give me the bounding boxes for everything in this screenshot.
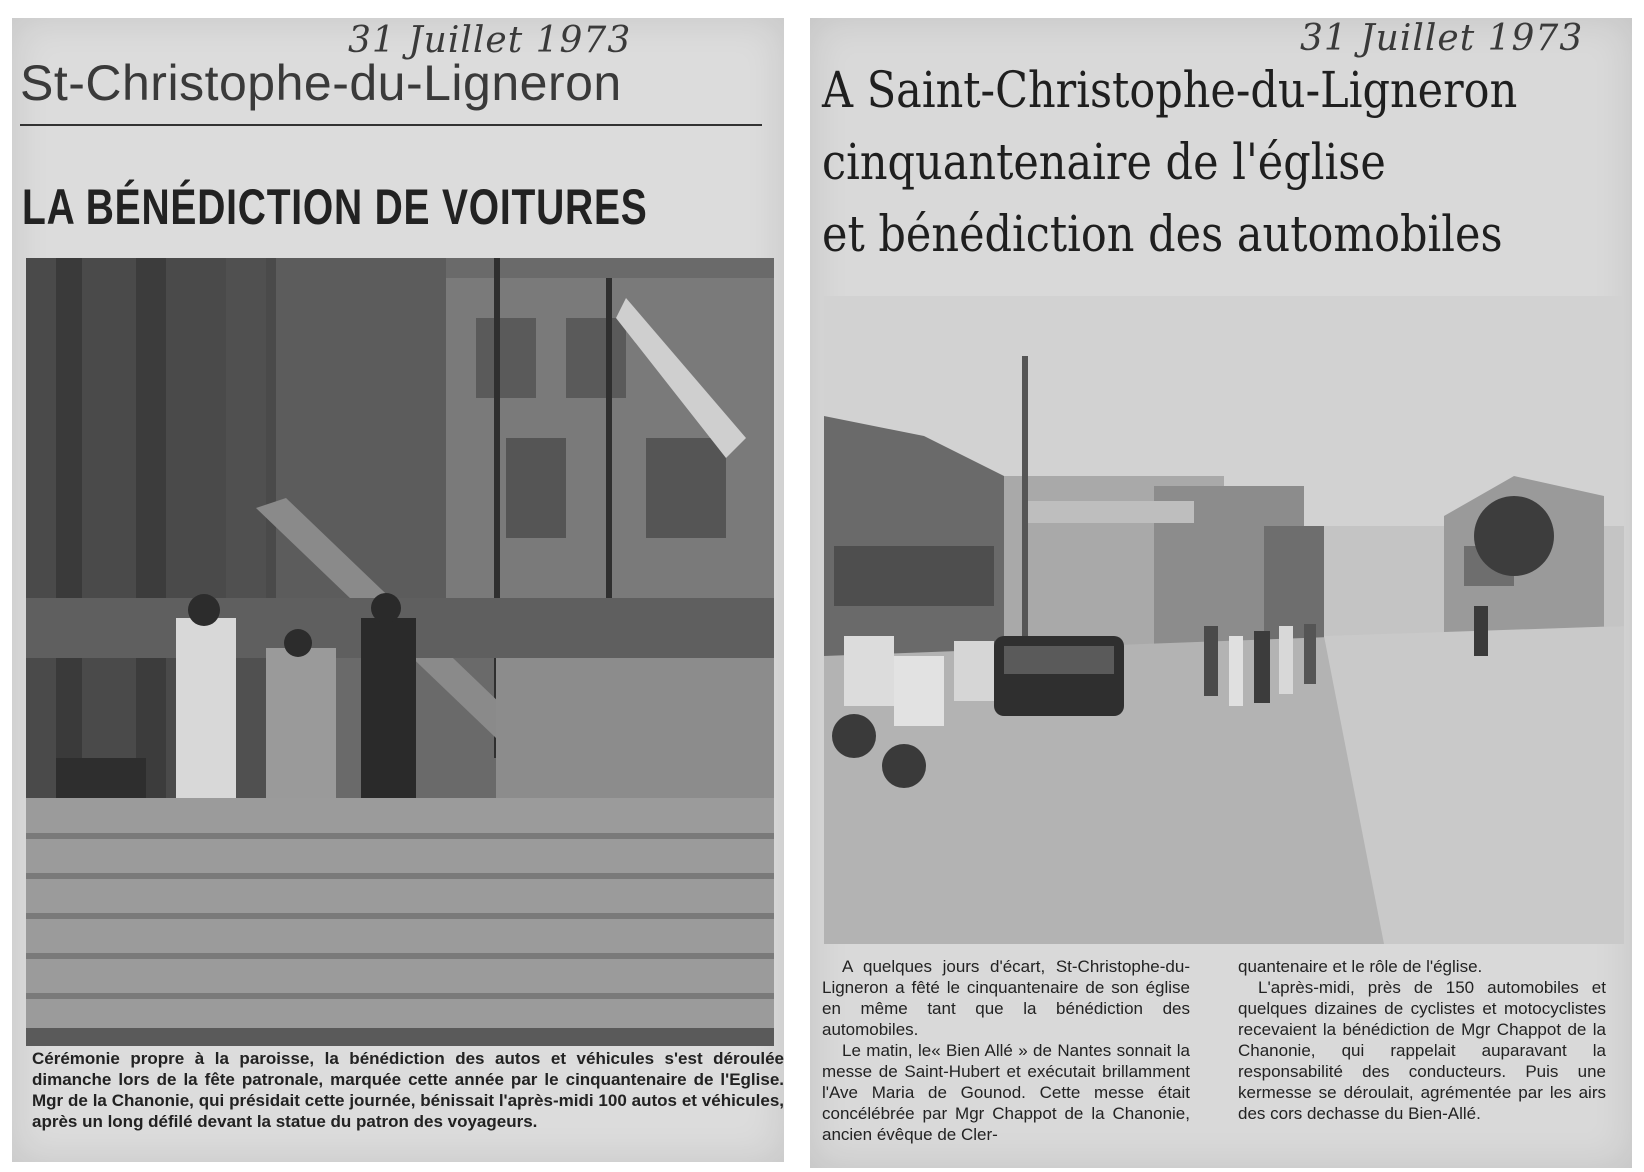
right-handwritten-date: 31 Juillet 1973 (1300, 18, 1584, 59)
left-divider (20, 124, 762, 126)
right-headline-line-3: et bénédiction des automobiles (822, 205, 1503, 263)
article-paragraph: Le matin, le« Bien Allé » de Nantes sonnait la messe de Saint-Hubert et exécutait brillamment l'Ave Maria de Gounod. Cette messe était concélébrée par Mgr Chappot de la Chanonie, ancien évêque de Cler- (822, 1041, 1190, 1144)
right-photo-street-procession (824, 296, 1624, 944)
right-headline-line-1: A Saint-Christophe-du-Ligneron (822, 61, 1518, 119)
left-photo-church-steps (26, 258, 774, 1046)
right-clipping (810, 18, 1632, 1168)
article-paragraph: A quelques jours d'écart, St-Christophe-du-Ligneron a fêté le cinquantenaire de son église en même tant que la bénédiction des automobiles. (822, 957, 1190, 1039)
left-headline: LA BÉNÉDICTION DE VOITURES (22, 179, 648, 235)
right-headline-line-2: cinquantenaire de l'église (822, 133, 1386, 191)
left-kicker: St-Christophe-du-Ligneron (20, 55, 622, 111)
article-paragraph: L'après-midi, près de 150 automobiles et quelques dizaines de cyclistes et motocyclistes recevaient la bénédiction de Mgr Chappot de la Chanonie, qui rappelait auparavant la responsabilité des conducteurs. Puis une kermesse se déroulait, agrémentée par les airs des cors dechasse du Bien-Allé. (1238, 978, 1606, 1123)
left-photo-caption: Cérémonie propre à la paroisse, la bénédiction des autos et véhicules s'est déroulée dimanche lors de la fête patronale, marquée cette année par le cinquantenaire de l'Eglise. Mgr de la Chanonie, qui présidait cette journée, bénissait l'après-midi 100 autos et véhicules, après un long défilé devant la statue du patron des voyageurs. (32, 1049, 784, 1131)
right-headline (822, 54, 1518, 270)
article-paragraph: quantenaire et le rôle de l'église. (1238, 957, 1483, 976)
left-clipping (12, 18, 784, 1162)
article-column-1 (822, 956, 1190, 1145)
article-column-2 (1238, 956, 1606, 1124)
left-handwritten-date: 31 Juillet 1973 (348, 20, 632, 61)
